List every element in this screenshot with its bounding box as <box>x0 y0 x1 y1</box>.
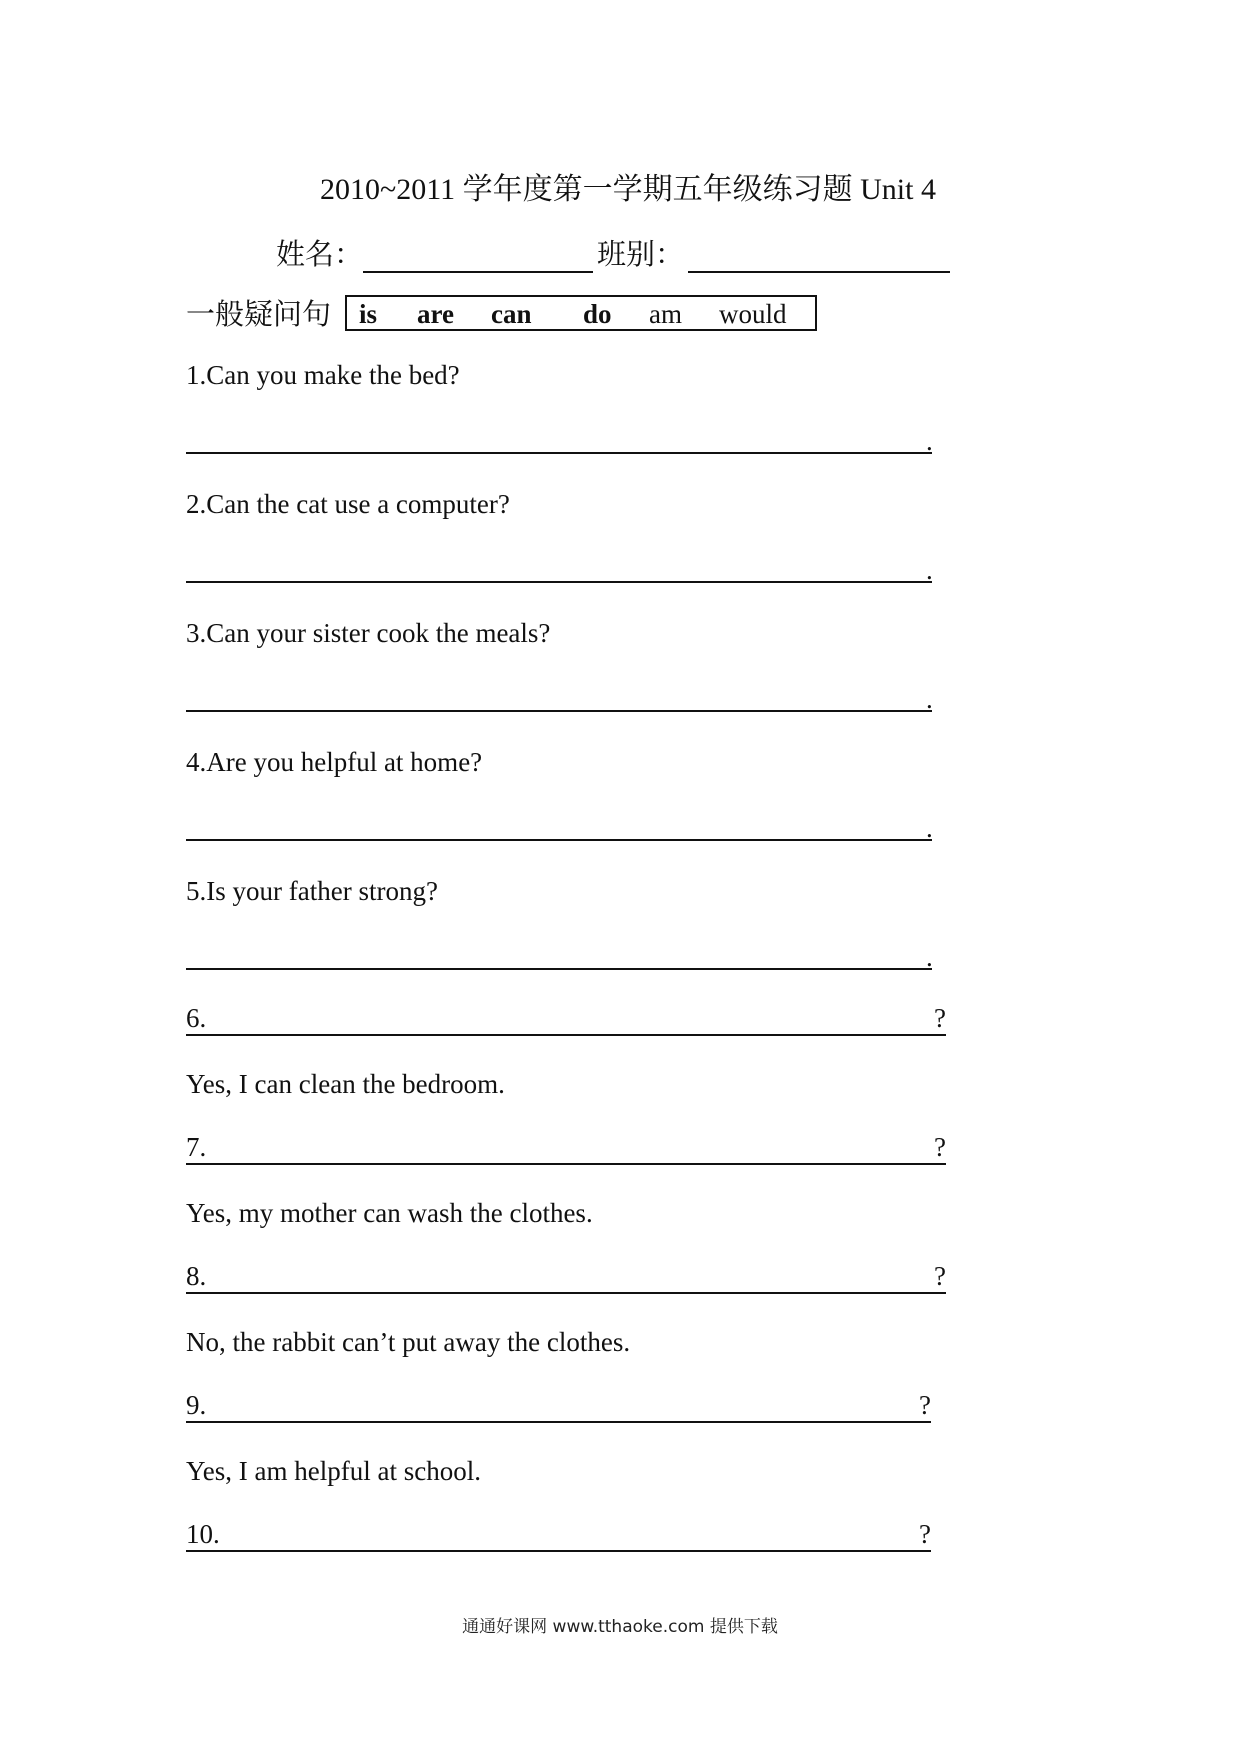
word-bank-word: can <box>491 298 532 329</box>
name-label: 姓名： <box>276 239 364 271</box>
answer-line[interactable] <box>186 968 932 970</box>
question-mark: ? <box>934 1261 946 1291</box>
question-text: 5.Is your father strong? <box>186 876 438 906</box>
item-number: 7. <box>186 1132 207 1162</box>
word-bank-label: 一般疑问句 <box>186 299 332 331</box>
question-blank-row[interactable] <box>186 1129 946 1165</box>
question-text: 3.Can your sister cook the meals? <box>186 618 551 648</box>
item-number: 10. <box>186 1519 220 1549</box>
answer-line[interactable] <box>186 452 932 454</box>
footer-source: 通通好课网 www.tthaoke.com 提供下载 <box>462 1617 778 1637</box>
question-text: 2.Can the cat use a computer? <box>186 489 510 519</box>
word-bank-word: would <box>719 298 787 329</box>
question-text: 1.Can you make the bed? <box>186 360 460 390</box>
question-blank-row[interactable] <box>186 1387 931 1423</box>
answer-line-end: . <box>926 942 933 972</box>
word-bank-row <box>186 292 817 333</box>
answer-line-end: . <box>926 555 933 585</box>
answer-line-end: . <box>926 426 933 456</box>
given-answer: Yes, my mother can wash the clothes. <box>186 1198 593 1228</box>
given-answer: Yes, I can clean the bedroom. <box>186 1069 505 1099</box>
answer-line[interactable] <box>186 839 932 841</box>
item-number: 6. <box>186 1003 207 1033</box>
word-bank-word: am <box>649 298 683 329</box>
answer-line-end: . <box>926 813 933 843</box>
class-label: 班别： <box>597 239 685 271</box>
word-bank-word: do <box>583 298 612 329</box>
question-blank-row[interactable] <box>186 1516 931 1552</box>
word-bank-word: are <box>417 298 454 329</box>
worksheet-title: 2010~2011 学年度第一学期五年级练习题 Unit 4 <box>320 173 936 206</box>
question-mark: ? <box>934 1132 946 1162</box>
question-mark: ? <box>919 1390 931 1420</box>
word-bank-box <box>345 295 817 331</box>
question-mark: ? <box>919 1519 931 1549</box>
answer-line[interactable] <box>186 710 932 712</box>
answer-line[interactable] <box>186 581 932 583</box>
question-mark: ? <box>934 1003 946 1033</box>
item-number: 8. <box>186 1261 207 1291</box>
student-info-row <box>276 232 950 273</box>
question-text: 4.Are you helpful at home? <box>186 747 483 777</box>
word-bank-word: is <box>359 298 378 329</box>
name-blank[interactable] <box>363 243 593 273</box>
question-blank-row[interactable] <box>186 1258 946 1294</box>
class-blank[interactable] <box>688 243 950 273</box>
answer-line-end: . <box>926 684 933 714</box>
question-blank-row[interactable] <box>186 1000 946 1036</box>
item-number: 9. <box>186 1390 207 1420</box>
given-answer: Yes, I am helpful at school. <box>186 1456 481 1486</box>
given-answer: No, the rabbit can’t put away the clothes. <box>186 1327 631 1357</box>
